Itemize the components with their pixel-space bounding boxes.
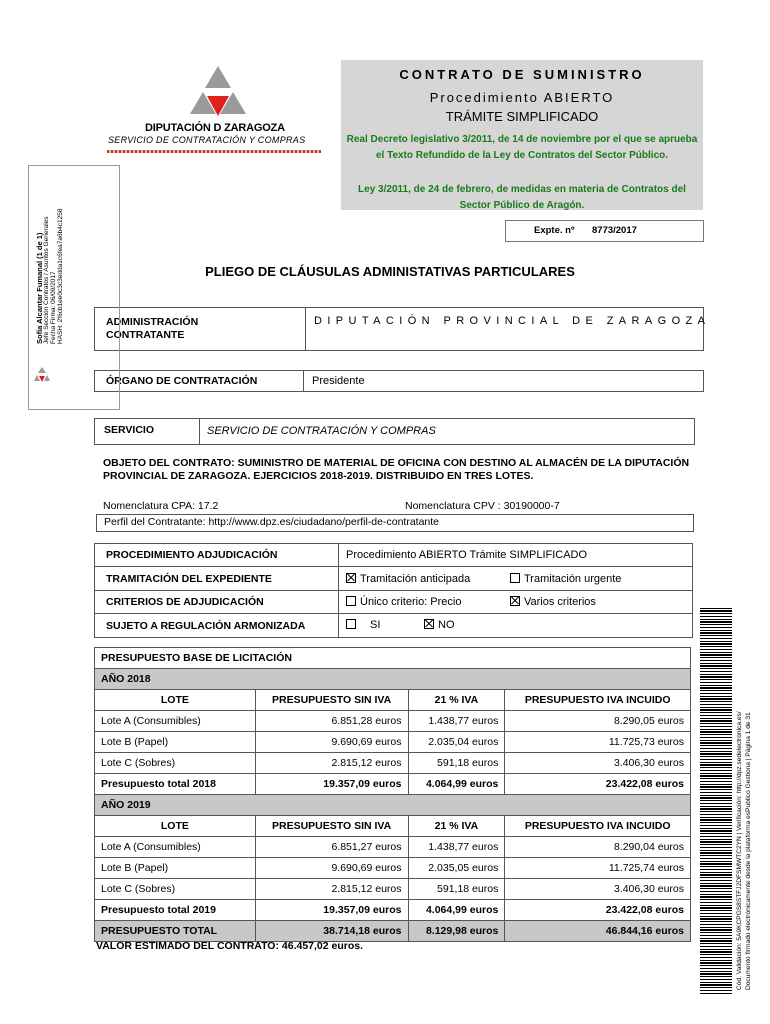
table-row (95, 732, 691, 753)
criterio-varios[interactable]: Varios criterios (510, 596, 596, 608)
amount: 11.725,74 euros (505, 858, 691, 879)
lote-name: Lote B (Papel) (95, 732, 256, 753)
admin-value: DIPUTACIÓN PROVINCIAL DE ZARAGOZA (314, 315, 711, 327)
table-row (95, 837, 691, 858)
lote-name: Lote B (Papel) (95, 858, 256, 879)
budget-title-row (95, 648, 691, 669)
amount: 3.406,30 euros (505, 753, 691, 774)
col-con-iva: PRESUPUESTO IVA INCUIDO (505, 690, 691, 711)
amount: 3.406,30 euros (505, 879, 691, 900)
total-label: Presupuesto total 2019 (95, 900, 256, 921)
expte-label: Expte. nº (534, 225, 575, 236)
col-sin-iva: PRESUPUESTO SIN IVA (255, 690, 408, 711)
stamp-logo-icon (33, 366, 51, 384)
budget-title: PRESUPUESTO BASE DE LICITACIÓN (95, 648, 691, 669)
armonizada-si[interactable]: SI (346, 619, 380, 631)
col-sin-iva: PRESUPUESTO SIN IVA (255, 816, 408, 837)
table-row (95, 879, 691, 900)
total-row (95, 900, 691, 921)
servicio-label: SERVICIO (104, 424, 154, 436)
col-iva: 21 % IVA (408, 816, 505, 837)
diputacion-logo (185, 66, 251, 122)
lote-name: Lote C (Sobres) (95, 879, 256, 900)
tramitacion-urgente[interactable]: Tramitación urgente (510, 573, 621, 585)
armonizada-no[interactable]: NO (424, 619, 455, 631)
proc-label-2: CRITERIOS DE ADJUDICACIÓN (106, 596, 264, 608)
col-lote: LOTE (95, 690, 256, 711)
perfil-contratante: Perfil del Contratante: http://www.dpz.es/ciudadano/perfil-de-contratante (104, 516, 440, 528)
grand-total-label: PRESUPUESTO TOTAL (95, 921, 256, 942)
cpa: Nomenclatura CPA: 17.2 (103, 500, 219, 512)
stamp-signer: Sofía Alcantar Fumanal (1 de 1) (35, 232, 44, 344)
law-1: Real Decreto legislativo 3/2011, de 14 de noviembre por el que se aprueba el Texto Refundido de la Ley de Contratos del Sector Público. (346, 134, 698, 161)
stamp-role: Jefe Sección Contratos / Asuntos Generales (43, 216, 50, 344)
barcode (700, 608, 732, 994)
amount: 9.690,69 euros (255, 858, 408, 879)
proc-label-1: TRAMITACIÓN DEL EXPEDIENTE (106, 573, 272, 585)
col-iva: 21 % IVA (408, 690, 505, 711)
year-2018: AÑO 2018 (95, 669, 691, 690)
lote-name: Lote C (Sobres) (95, 753, 256, 774)
amount: 2.035,05 euros (408, 858, 505, 879)
column-header-row (95, 816, 691, 837)
year-row (95, 669, 691, 690)
expte-box (505, 220, 704, 242)
validation-note: Documento firmado electrónicamente desde la plataforma esPublico Gestiona | Página 1 de 31 (745, 712, 752, 990)
org-subtitle: SERVICIO DE CONTRATACIÓN Y COMPRAS (108, 135, 306, 145)
year-row (95, 795, 691, 816)
cpv: Nomenclatura CPV : 30190000-7 (405, 500, 560, 512)
column-header-row (95, 690, 691, 711)
amount: 4.064,99 euros (408, 774, 505, 795)
org-rule (107, 150, 321, 153)
grand-total-row (95, 921, 691, 942)
organo-value: Presidente (312, 375, 365, 387)
table-row (95, 711, 691, 732)
table-row (95, 753, 691, 774)
proc-label-3: SUJETO A REGULACIÓN ARMONIZADA (106, 620, 306, 632)
budget-table (94, 647, 691, 942)
tramitacion-anticipada[interactable]: Tramitación anticipada (346, 573, 470, 585)
amount: 11.725,73 euros (505, 732, 691, 753)
col-con-iva: PRESUPUESTO IVA INCUIDO (505, 816, 691, 837)
amount: 2.035,04 euros (408, 732, 505, 753)
total-label: Presupuesto total 2018 (95, 774, 256, 795)
amount: 23.422,08 euros (505, 900, 691, 921)
amount: 6.851,28 euros (255, 711, 408, 732)
amount: 591,18 euros (408, 753, 505, 774)
admin-label-1: ADMINISTRACIÓN (106, 316, 199, 328)
amount: 19.357,09 euros (255, 900, 408, 921)
amount: 8.129,98 euros (408, 921, 505, 942)
valor-estimado: VALOR ESTIMADO DEL CONTRATO: 46.457,02 euros. (96, 940, 364, 952)
law-2: Ley 3/2011, de 24 de febrero, de medidas en materia de Contratos del Sector Público de Aragón. (358, 184, 686, 211)
checkbox-checked-icon (510, 596, 520, 606)
amount: 19.357,09 euros (255, 774, 408, 795)
org-name: DIPUTACIÓN D ZARAGOZA (145, 122, 285, 134)
checkbox-empty-icon (510, 573, 520, 583)
table-row (95, 858, 691, 879)
contract-title: CONTRATO DE SUMINISTRO (399, 67, 645, 82)
amount: 23.422,08 euros (505, 774, 691, 795)
admin-box (94, 307, 704, 351)
amount: 1.438,77 euros (408, 837, 505, 858)
tramite-title: TRÁMITE SIMPLIFICADO (445, 109, 599, 124)
expte-value: 8773/2017 (592, 225, 637, 236)
checkbox-empty-icon (346, 619, 356, 629)
organo-label: ÓRGANO DE CONTRATACIÓN (106, 375, 258, 387)
amount: 4.064,99 euros (408, 900, 505, 921)
servicio-value: SERVICIO DE CONTRATACIÓN Y COMPRAS (207, 425, 436, 437)
lote-name: Lote A (Consumibles) (95, 837, 256, 858)
objeto-contrato: OBJETO DEL CONTRATO: SUMINISTRO DE MATERIAL DE OFICINA CON DESTINO AL ALMACÉN DE LA DIPUTACIÓN PROVINCIAL DE ZARAGOZA. EJERCICIOS 2018-2019. DISTRIBUIDO EN TRES LOTES. (103, 457, 690, 482)
amount: 9.690,69 euros (255, 732, 408, 753)
amount: 2.815,12 euros (255, 753, 408, 774)
procedure-title: Procedimiento ABIERTO (429, 90, 615, 105)
amount: 6.851,27 euros (255, 837, 408, 858)
amount: 46.844,16 euros (505, 921, 691, 942)
checkbox-empty-icon (346, 596, 356, 606)
page-title: PLIEGO DE CLÁUSULAS ADMINISTATIVAS PARTICULARES (205, 264, 575, 279)
amount: 1.438,77 euros (408, 711, 505, 732)
col-lote: LOTE (95, 816, 256, 837)
amount: 8.290,05 euros (505, 711, 691, 732)
total-row (95, 774, 691, 795)
proc-value-0: Procedimiento ABIERTO Trámite SIMPLIFICADO (346, 549, 588, 561)
stamp-hash: HASH: 2f6cb1ee0c3c3edda1c6fea7a6b4c1258 (57, 208, 64, 344)
amount: 2.815,12 euros (255, 879, 408, 900)
amount: 38.714,18 euros (255, 921, 408, 942)
proc-label-0: PROCEDIMIENTO ADJUDICACIÓN (106, 549, 278, 561)
validation-code: Cód. Validación: 5A9KCPGS8STFJ2DFSMWTC2YN | Verificación: http://dpz.sedelectronica.es/ (736, 711, 743, 990)
amount: 8.290,04 euros (505, 837, 691, 858)
stamp-date: Fecha Firma: 06/09/2017 (50, 271, 57, 344)
signature-stamp (28, 165, 120, 410)
year-2019: AÑO 2019 (95, 795, 691, 816)
amount: 591,18 euros (408, 879, 505, 900)
admin-label-2: CONTRATANTE (106, 329, 185, 341)
criterio-unico[interactable]: Único criterio: Precio (346, 596, 461, 608)
checkbox-checked-icon (346, 573, 356, 583)
lote-name: Lote A (Consumibles) (95, 711, 256, 732)
checkbox-checked-icon (424, 619, 434, 629)
